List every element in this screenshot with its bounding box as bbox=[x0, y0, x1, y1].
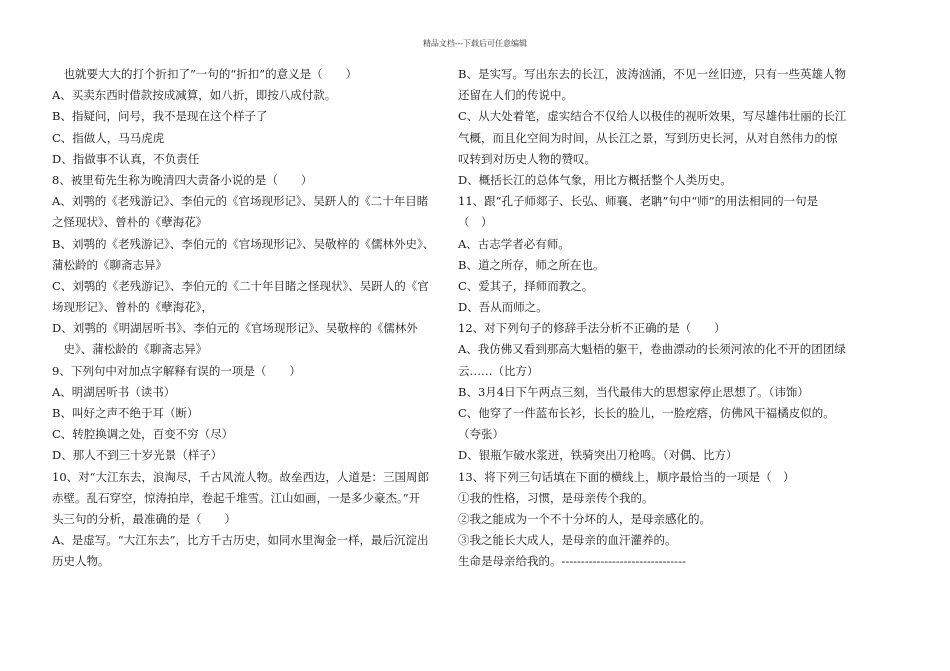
text-line: 8、被里荀先生称为晚清四大责备小说的是（ ） bbox=[52, 172, 313, 187]
text-line: A、我仿佛又看到那高大魁梧的躯干，卷曲漂动的长须河浓的化不开的团团绿 bbox=[458, 342, 846, 357]
text-line: C、指做人，马马虎虎 bbox=[52, 130, 165, 145]
right-column bbox=[458, 64, 858, 573]
text-line: A、明湖居听书（读书） bbox=[52, 384, 176, 399]
text-line: 10、对“大江东去，浪淘尽，千古风流人物。故垒西边，人道是：三国周郎 bbox=[52, 469, 430, 484]
text-line: D、银瓶乍破水浆迸，铁骑突出刀枪鸣。（对偶、比方） bbox=[458, 448, 738, 463]
text-line: 头三句的分析，最准确的是（ ） bbox=[52, 511, 236, 526]
text-line: 11、跟“孔子师郯子、长弘、师襄、老聃”句中“师”的用法相同的一句是 bbox=[458, 194, 819, 209]
text-line: D、吾从而师之。 bbox=[458, 300, 548, 315]
text-line: D、刘鹗的《明湖居听书》、李伯元的《官场现形记》、吴敬梓的《儒林外 bbox=[52, 321, 418, 336]
text-line: B、是实写。写出东去的长江，波涛汹涌，不见一丝旧迹，只有一些英雄人物 bbox=[458, 67, 846, 81]
text-line: 13、将下列三句话填在下面的横线上，顺序最恰当的一项是（ ） bbox=[458, 469, 795, 484]
text-line: B、叫好之声不绝于耳（断） bbox=[52, 406, 199, 420]
text-line: B、指疑问，问号，我不是现在这个样子了 bbox=[52, 109, 268, 124]
text-line: C、从大处着笔，虚实结合不仅给人以极佳的视听效果，写尽雄伟壮丽的长江 bbox=[458, 109, 847, 124]
text-line: 历史人物。 bbox=[52, 554, 110, 569]
text-line: 气概，而且化空间为时间，从长江之景，写到历史长河，从对自然伟力的惊 bbox=[458, 130, 838, 145]
text-line: 蒲松龄的《聊斋志异》 bbox=[52, 257, 167, 272]
text-line: A、买卖东西时借款按成减算，如八折，即按八成付款。 bbox=[52, 88, 337, 103]
text-line: C、爱其子，择师而教之。 bbox=[458, 278, 594, 293]
page-header: 精品文档---下载后可任意编辑 bbox=[422, 39, 528, 48]
text-line: C、他穿了一件蓝布长衫，长长的脸儿，一脸疙瘩，仿佛风干福橘皮似的。 bbox=[458, 406, 835, 420]
text-line: A、是虚写。“大江东去”，比方千古历史，如同水里淘金一样，最后沉淀出 bbox=[52, 533, 429, 548]
text-line: A、古志学者必有师。 bbox=[458, 236, 570, 251]
text-line: B、道之所存，师之所在也。 bbox=[458, 257, 605, 272]
text-line: B、刘鹗的《老残游记》、李伯元的《官场现形记》、吴敬梓的《儒林外史》、 bbox=[52, 236, 435, 251]
text-line: ②我之能成为一个不十分坏的人，是母亲感化的。 bbox=[458, 511, 711, 526]
text-line: 场现形记》、曾朴的《孽海花》， bbox=[52, 300, 213, 315]
text-line: 史》、蒲松龄的《聊斋志异》 bbox=[52, 342, 208, 357]
text-line: （ ） bbox=[458, 215, 493, 230]
text-line: 生命是母亲给我的。-------------------------------- bbox=[458, 554, 686, 569]
text-line: 叹转到对历史人物的赞叹。 bbox=[458, 151, 596, 166]
text-line: 9、下列句中对加点字解释有误的一项是（ ） bbox=[52, 363, 301, 378]
text-line: D、那人不到三十岁光景（样子） bbox=[52, 448, 223, 463]
text-line: C、转腔换调之处，百变不穷（尽） bbox=[52, 427, 234, 442]
text-line: ①我的性格，习惯，是母亲传个我的。 bbox=[458, 490, 654, 505]
text-line: D、指做事不认真，不负责任 bbox=[52, 151, 200, 166]
text-line: B、3月4日下午两点三刻，当代最伟大的思想家停止思想了。（讳饰） bbox=[458, 384, 809, 399]
text-line: 12、对下列句子的修辞手法分析不正确的是（ ） bbox=[458, 321, 726, 336]
left-column bbox=[52, 64, 442, 573]
text-line: 云……（比方） bbox=[458, 363, 539, 378]
text-line: D、概括长江的总体气象，用比方概括整个人类历史。 bbox=[458, 172, 732, 187]
text-line: 赤壁。乱石穿空，惊涛拍岸，卷起千堆雪。江山如画，一是多少豪杰。”开 bbox=[52, 490, 421, 505]
text-line: ③我之能长大成人，是母亲的血汗灌养的。 bbox=[458, 533, 677, 548]
text-line: 还留在人们的传说中。 bbox=[458, 88, 573, 103]
text-line: （夸张） bbox=[458, 427, 504, 442]
text-line: A、刘鹗的《老残游记》、李伯元的《官场现形记》、吴趼人的《二十年目睹 bbox=[52, 194, 429, 209]
text-line: 之怪现状》、曾朴的《孽海花》 bbox=[52, 215, 208, 230]
text-line: 也就要大大的打个折扣了”一句的“折扣”的意义是（ ） bbox=[52, 67, 358, 81]
text-line: C、刘鹗的《老残游记》、李伯元的《二十年目睹之怪现状》、吴趼人的《官 bbox=[52, 278, 429, 293]
